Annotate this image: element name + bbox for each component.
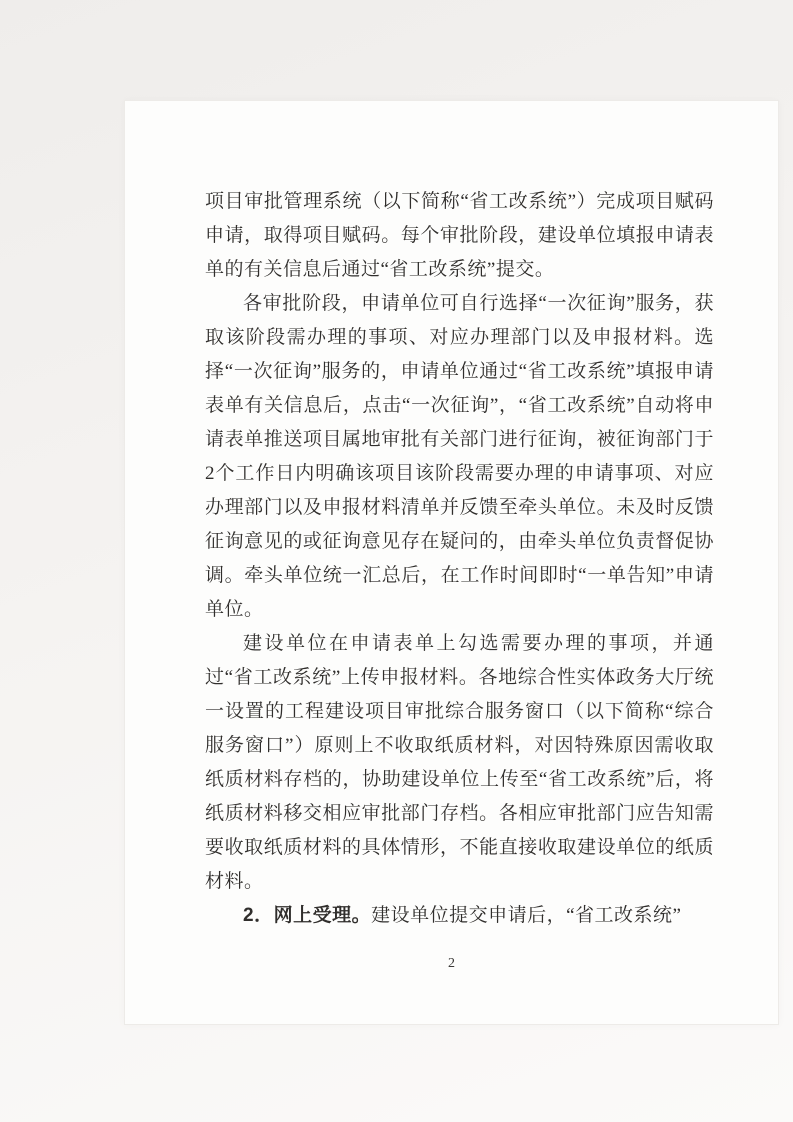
- paragraph-continuation: 项目审批管理系统（以下简称“省工改系统”）完成项目赋码申请，取得项目赋码。每个审批阶段，建设单位填报申请表单的有关信息后通过“省工改系统”提交。: [205, 191, 714, 280]
- page-number: 2: [448, 956, 455, 971]
- paragraph-online-acceptance: [205, 899, 714, 933]
- paragraph-online-acceptance-body: 建设单位提交申请后，“省工改系统”: [371, 905, 682, 926]
- document-page: [124, 100, 779, 1025]
- paragraph-material-submission: 建设单位在申请表单上勾选需要办理的事项，并通过“省工改系统”上传申报材料。各地综合性实体政务大厅统一设置的工程建设项目审批综合服务窗口（以下简称“综合服务窗口”）原则上不收取纸质材料，对因特殊原因需收取纸质材料存档的，协助建设单位上传至“省工改系统”后，将纸质材料移交相应审批部门存档。各相应审批部门应告知需要收取纸质材料的具体情形，不能直接收取建设单位的纸质材料。: [205, 633, 714, 892]
- paragraph-consultation-service: 各审批阶段，申请单位可自行选择“一次征询”服务，获取该阶段需办理的事项、对应办理部门以及申报材料。选择“一次征询”服务的，申请单位通过“省工改系统”填报申请表单有关信息后，点击“一次征询”，“省工改系统”自动将申请表单推送项目属地审批有关部门进行征询，被征询部门于2个工作日内明确该项目该阶段需要办理的申请事项、对应办理部门以及申报材料清单并反馈至牵头单位。未及时反馈征询意见的或征询意见存在疑问的，由牵头单位负责督促协调。牵头单位统一汇总后，在工作时间即时“一单告知”申请单位。: [205, 293, 714, 620]
- document-text-block: [205, 185, 714, 933]
- paragraph-online-acceptance-heading: 2．网上受理。: [243, 905, 372, 926]
